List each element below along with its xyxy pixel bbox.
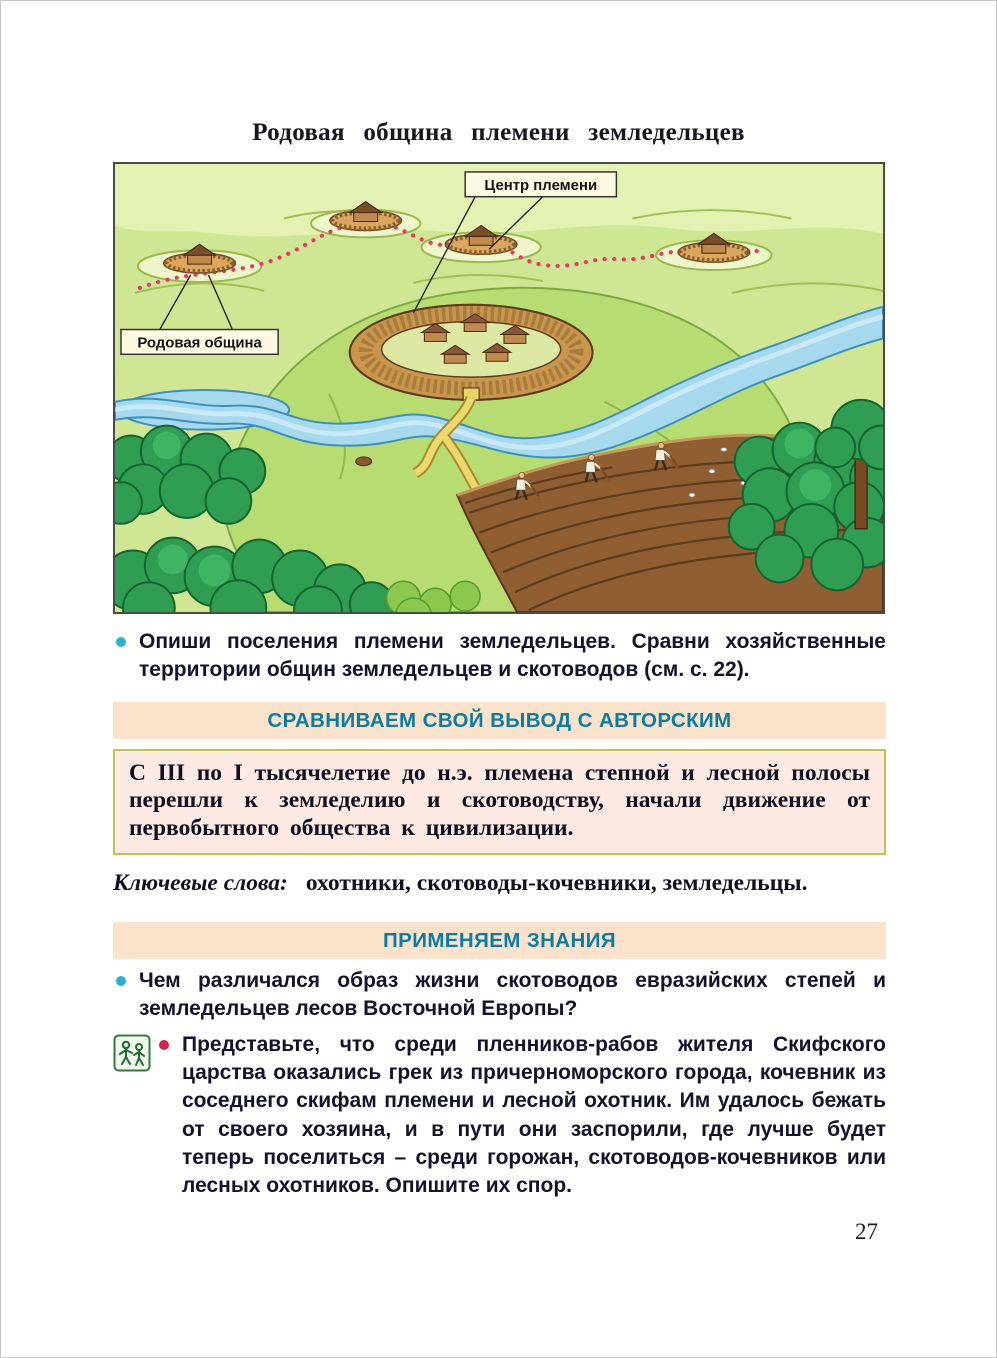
author-conclusion-text: С III по I тысячелетие до н.э. племена степной и лесной полосы перешли к земледелию и скотоводству, начали движение от первобытного общества к цивилизации.	[129, 759, 870, 842]
beaver	[355, 457, 371, 466]
teal-bullet	[116, 637, 126, 647]
page-title: Родовая община племени земледельцев	[252, 119, 745, 146]
teal-bullet	[116, 976, 126, 986]
fortress	[349, 305, 592, 400]
task-lifestyle-question	[113, 967, 886, 1024]
banner-compare-conclusion	[113, 702, 886, 739]
banner-compare-label: СРАВНИВАЕМ СВОЙ ВЫВОД С АВТОРСКИМ	[267, 708, 732, 732]
keywords-line	[113, 868, 886, 899]
banner-apply-label: ПРИМЕНЯЕМ ЗНАНИЯ	[382, 928, 616, 952]
clan-community-label: Родовая община	[136, 335, 262, 352]
keywords-label: Ключевые слова:	[113, 869, 288, 896]
tribe-center-label: Центр племени	[483, 177, 597, 194]
village-illustration	[115, 164, 883, 612]
keywords-list: охотники, скотоводы-кочевники, земледельцы.	[305, 869, 808, 896]
banner-apply-knowledge	[113, 922, 886, 959]
red-bullet	[159, 1040, 169, 1050]
task2-text: Чем различался образ жизни скотоводов евразийских степей и земледельцев лесов Восточной Европы?	[139, 968, 886, 1021]
author-conclusion-box	[113, 749, 886, 855]
page-number: 27	[855, 1219, 878, 1244]
task3-text: Представьте, что среди пленников-рабов жителя Скифского царства оказались грек из причерноморского города, кочевник из соседнего скифам племени и лесной охотник. Им удалось бежать от своего хозяина, и в пути они заспорили, где лучше будет теперь поселиться – среди горожан, скотоводов-кочевников или лесных охотников. Опишите их спор.	[182, 1032, 886, 1198]
task-roleplay-dispute	[113, 1031, 886, 1201]
task1-text: Опиши поселения племени земледельцев. Сравни хозяйственные территории общин земледельцев и скотоводов (см. с. 22).	[139, 630, 886, 682]
illustration-frame	[113, 162, 885, 614]
group-activity-icon	[113, 1034, 151, 1072]
task-describe-settlements	[113, 628, 886, 685]
